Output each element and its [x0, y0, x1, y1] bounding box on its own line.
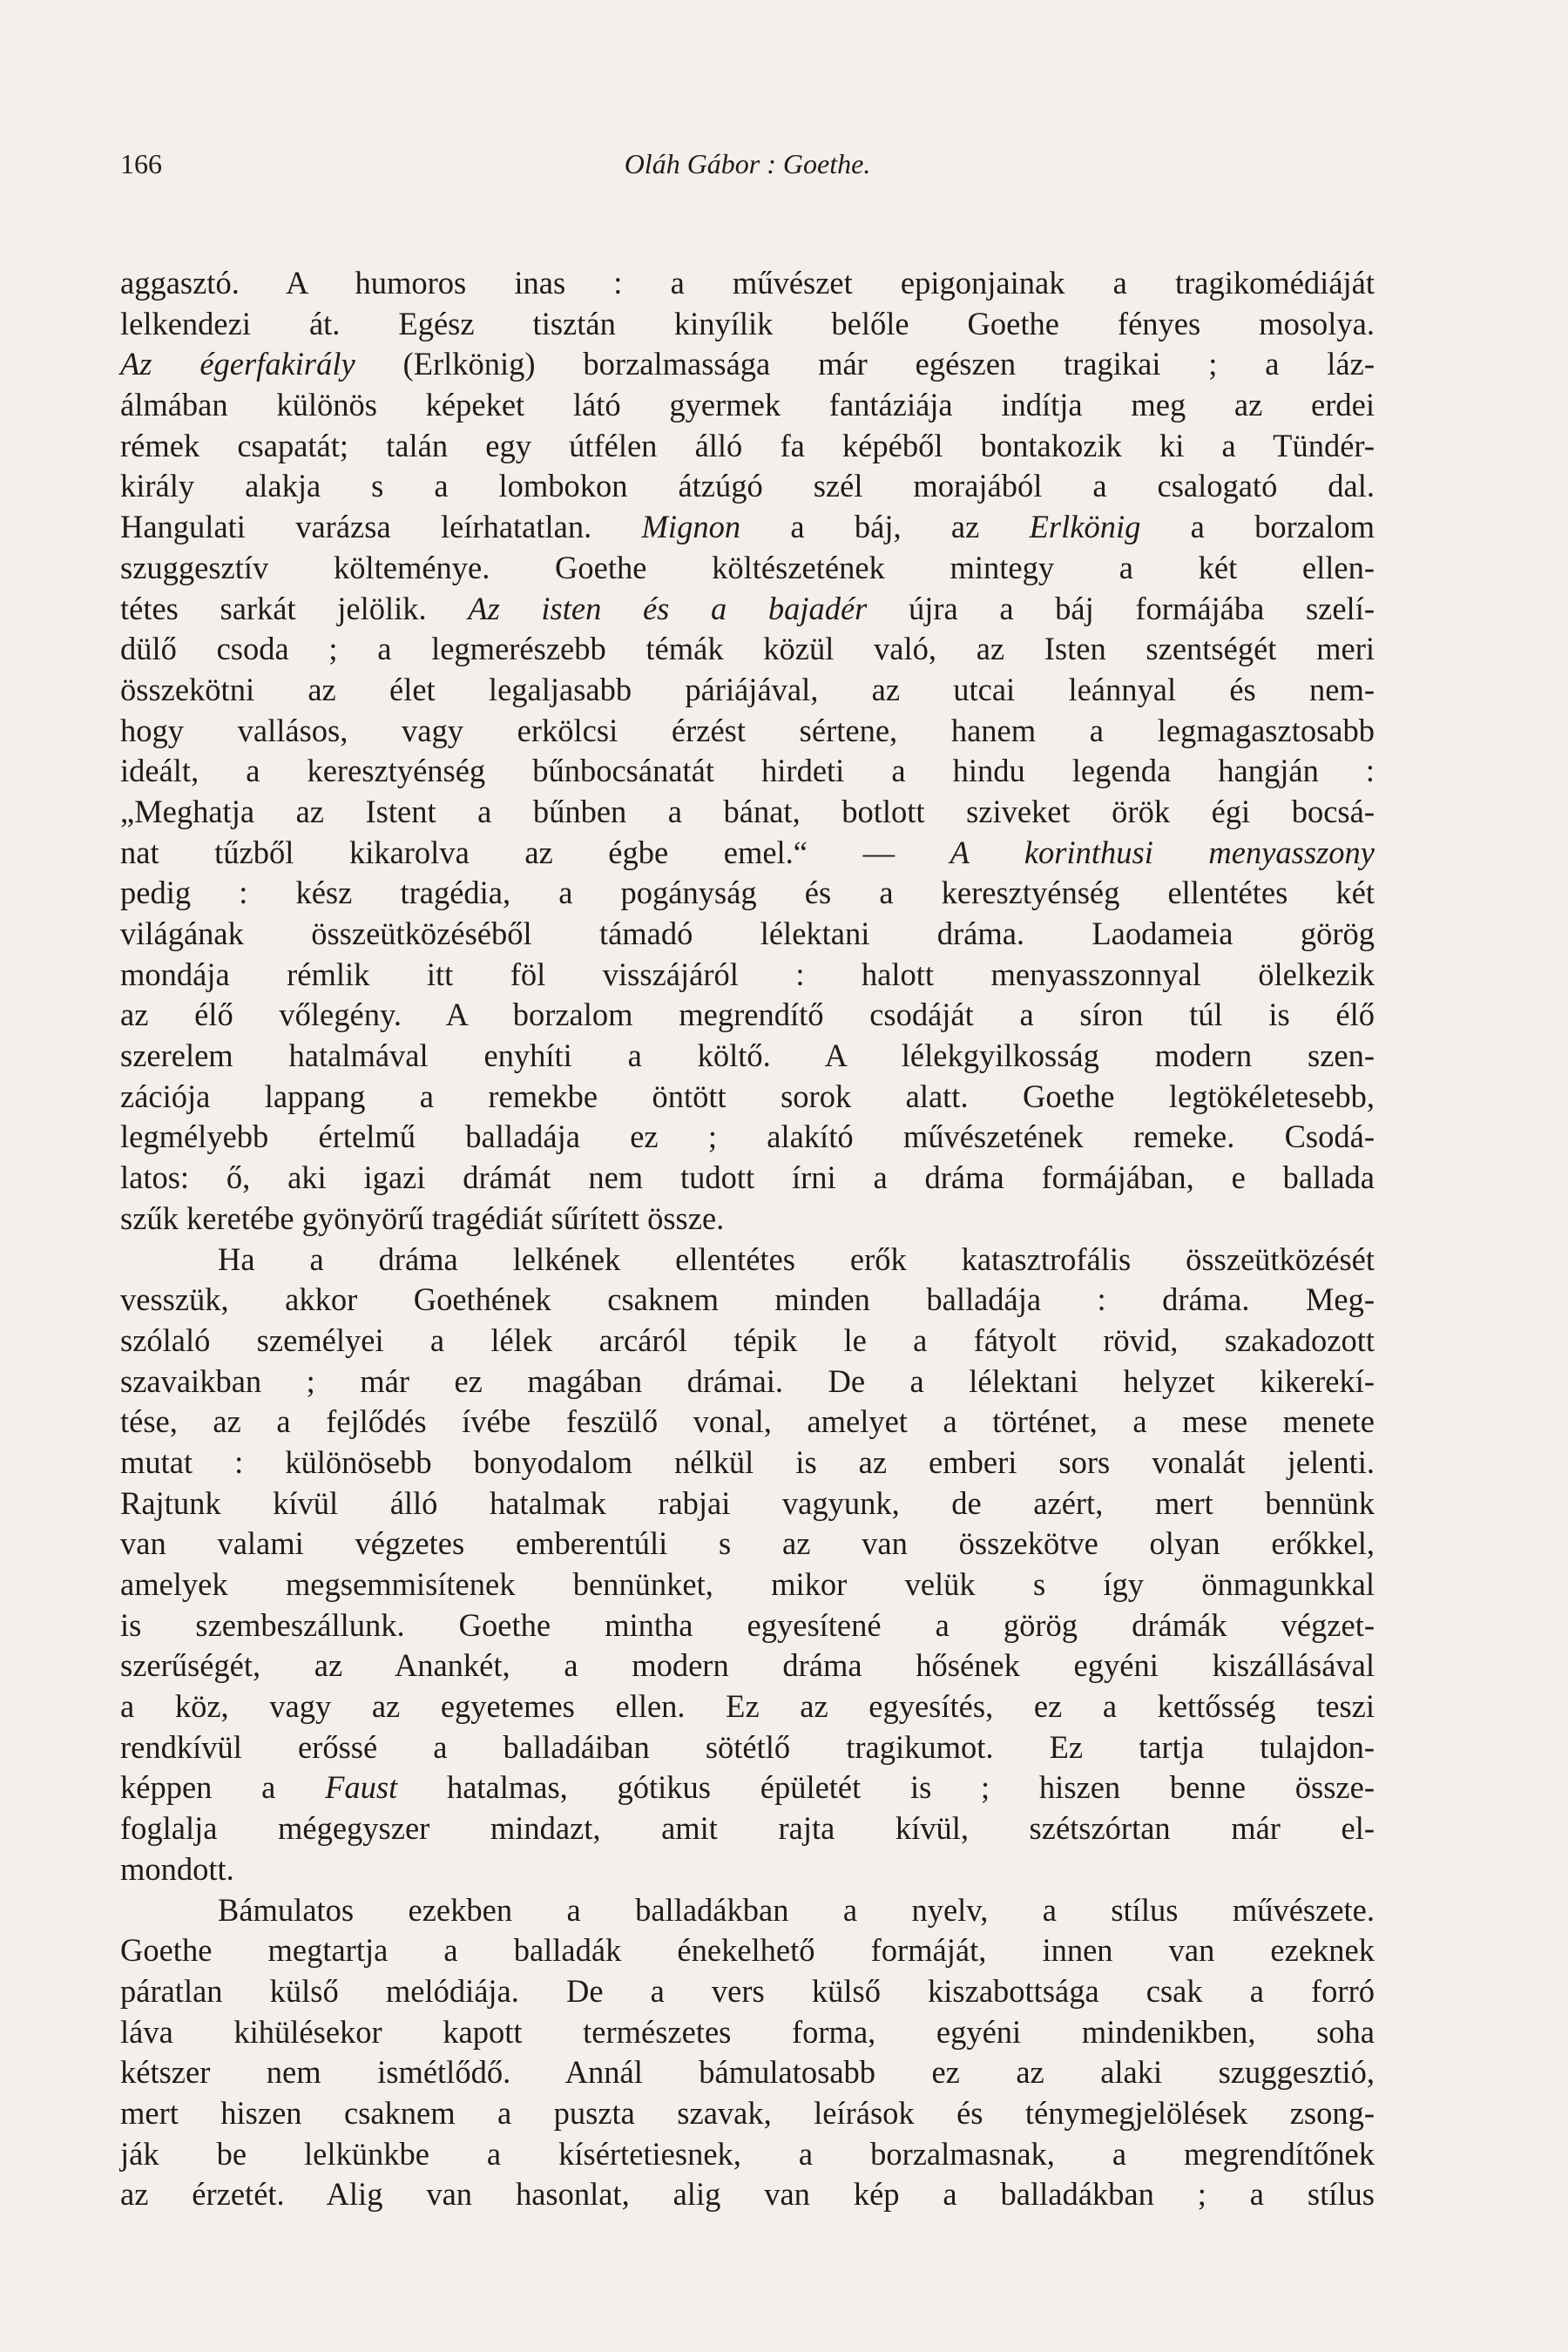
text-segment: újra a báj formájába szelí-: [867, 590, 1375, 626]
text-segment: álmában különös képeket látó gyermek fantáziája indítja meg az erdei: [120, 387, 1375, 423]
text-segment: a borzalom: [1140, 509, 1375, 545]
text-segment: pedig : kész tragédia, a pogányság és a keresztyénség ellentétes két: [120, 875, 1375, 911]
text-segment: láva kihülésekor kapott természetes forma, egyéni mindenikben, soha: [120, 2013, 1375, 2050]
text-line: [120, 1971, 1375, 2012]
text-segment: van valami végzetes emberentúli s az van összekötve olyan erőkkel,: [120, 1525, 1375, 1562]
text-segment: mert hiszen csaknem a puszta szavak, leírások és ténymegjelölések zsong-: [120, 2094, 1375, 2131]
text-line: [120, 1849, 1375, 1890]
text-segment: kétszer nem ismétlődő. Annál bámulatosabb ez az alaki szuggesztió,: [120, 2054, 1375, 2091]
text-segment: képpen a: [120, 1769, 326, 1806]
text-segment: nat tűzből kikarolva az égbe emel.“ —: [120, 834, 950, 870]
text-line: [120, 2052, 1375, 2093]
text-line: [120, 2134, 1375, 2175]
text-segment: (Erlkönig) borzalmassága már egészen tragikai ; a láz-: [355, 346, 1375, 382]
running-head: Oláh Gábor : Goethe.: [624, 148, 871, 179]
text-line: [120, 1605, 1375, 1646]
text-segment: világának összeütközéséből támadó lélektani dráma. Laodameia görög: [120, 916, 1375, 951]
page-number: 166: [120, 148, 162, 179]
text-line: [120, 1565, 1375, 1605]
text-line: [120, 2093, 1375, 2134]
text-line: [120, 1727, 1375, 1768]
text-segment: legmélyebb értelmű balladája ez ; alakító művészetének remeke. Csodá-: [120, 1119, 1375, 1155]
text-segment: vesszük, akkor Goethének csaknem minden balladája : dráma. Meg-: [120, 1281, 1375, 1318]
text-line: [120, 1280, 1375, 1321]
text-line: [120, 2012, 1375, 2053]
text-segment: az érzetét. Alig van hasonlat, alig van kép a balladákban ; a stílus: [120, 2176, 1375, 2213]
text-line: [120, 751, 1375, 792]
body-text: [120, 263, 1375, 2215]
text-segment: ideált, a keresztyénség bűnbocsánatát hirdeti a hindu legenda hangján :: [120, 753, 1375, 789]
text-line: [120, 1362, 1375, 1402]
text-segment: Bámulatos ezekben a balladákban a nyelv, a stílus művészete.: [218, 1891, 1375, 1928]
text-segment: „Meghatja az Istent a bűnben a bánat, botlott sziveket örök égi bocsá-: [120, 793, 1375, 829]
text-segment: mondott.: [120, 1850, 234, 1887]
text-segment: páratlan külső melódiája. De a vers külső kiszabottsága csak a forró: [120, 1972, 1375, 2009]
text-segment: rendkívül erőssé a balladáiban sötétlő tragikumot. Ez tartja tulajdon-: [120, 1728, 1375, 1765]
text-line: [120, 304, 1375, 345]
text-segment: szuggesztív költeménye. Goethe költészetének mintegy a két ellen-: [120, 549, 1375, 585]
text-line: [120, 1646, 1375, 1686]
text-line: [120, 1767, 1375, 1808]
italic-title: A korinthusi menyasszony: [950, 834, 1375, 870]
text-segment: mondája rémlik itt föl visszájáról : halott menyasszonnyal ölelkezik: [120, 956, 1375, 992]
text-segment: lelkendezi át. Egész tisztán kinyílik belőle Goethe fényes mosolya.: [120, 305, 1375, 341]
text-line: [120, 1930, 1375, 1971]
text-segment: zációja lappang a remekbe öntött sorok alatt. Goethe legtökéletesebb,: [120, 1078, 1375, 1114]
text-segment: hogy vallásos, vagy erkölcsi érzést sértene, hanem a legmagasztosabb: [120, 712, 1375, 748]
text-segment: szólaló személyei a lélek arcáról tépik le a fátyolt rövid, szakadozott: [120, 1321, 1375, 1358]
text-segment: amelyek megsemmisítenek bennünket, mikor velük s így önmagunkkal: [120, 1566, 1375, 1602]
text-line: [120, 1402, 1375, 1443]
text-line: [120, 263, 1375, 304]
text-line: [120, 914, 1375, 955]
text-line: [120, 1890, 1375, 1931]
text-segment: ják be lelkünkbe a kísértetiesnek, a borzalmasnak, a megrendítőnek: [120, 2135, 1375, 2172]
text-line: [120, 1240, 1375, 1281]
text-line: [120, 1077, 1375, 1118]
text-segment: hatalmas, gótikus épületét is ; hiszen benne össze-: [397, 1769, 1375, 1806]
page-header: [120, 146, 1375, 190]
text-line: [120, 1443, 1375, 1484]
text-segment: is szembeszállunk. Goethe mintha egyesítené a görög drámák végzet-: [120, 1606, 1375, 1643]
text-segment: király alakja s a lombokon átzúgó szél morajából a csalogató dal.: [120, 468, 1375, 504]
text-segment: szavaikban ; már ez magában drámai. De a lélektani helyzet kikerekí-: [120, 1362, 1375, 1399]
text-segment: a báj, az: [740, 509, 1030, 545]
text-segment: latos: ő, aki igazi drámát nem tudott írni a dráma formájában, e ballada: [120, 1159, 1375, 1196]
text-line: [120, 2174, 1375, 2215]
text-line: [120, 670, 1375, 711]
text-segment: dülő csoda ; a legmerészebb témák közül való, az Isten szentségét meri: [120, 631, 1375, 667]
text-line: [120, 792, 1375, 833]
text-line: [120, 1321, 1375, 1362]
text-line: [120, 1686, 1375, 1727]
text-line: [120, 873, 1375, 914]
text-line: [120, 629, 1375, 670]
italic-title: Az égerfakirály: [120, 346, 355, 382]
text-segment: rémek csapatát; talán egy útfélen álló fa képéből bontakozik ki a Tündér-: [120, 427, 1375, 463]
text-line: [120, 548, 1375, 589]
text-line: [120, 1158, 1375, 1199]
text-segment: aggasztó. A humoros inas : a művészet epigonjainak a tragikomédiáját: [120, 265, 1375, 301]
text-segment: Ha a dráma lelkének ellentétes erők katasztrofális összeütközését: [218, 1240, 1375, 1277]
text-segment: tétes sarkát jelölik.: [120, 590, 469, 626]
text-segment: mutat : különösebb bonyodalom nélkül is az emberi sors vonalát jelenti.: [120, 1443, 1375, 1480]
text-line: [120, 507, 1375, 548]
text-line: [120, 1524, 1375, 1565]
text-line: [120, 833, 1375, 874]
text-segment: Rajtunk kívül álló hatalmak rabjai vagyunk, de azért, mert bennünk: [120, 1484, 1375, 1521]
italic-title: Erlkönig: [1029, 509, 1141, 545]
text-segment: Goethe megtartja a balladák énekelhető formáját, innen van ezeknek: [120, 1932, 1375, 1969]
italic-title: Faust: [325, 1769, 398, 1806]
text-segment: foglalja mégegyszer mindazt, amit rajta kívül, szétszórtan már el-: [120, 1810, 1375, 1847]
text-line: [120, 466, 1375, 507]
text-line: [120, 711, 1375, 752]
text-segment: az élő vőlegény. A borzalom megrendítő csodáját a síron túl is élő: [120, 997, 1375, 1033]
text-line: [120, 995, 1375, 1036]
text-segment: szerűségét, az Anankét, a modern dráma hősének egyéni kiszállásával: [120, 1647, 1375, 1684]
text-line: [120, 1808, 1375, 1849]
text-segment: összekötni az élet legaljasabb páriájával, az utcai leánnyal és nem-: [120, 671, 1375, 707]
text-segment: szerelem hatalmával enyhíti a költő. A lélekgyilkosság modern szen-: [120, 1037, 1375, 1074]
text-segment: Hangulati varázsa leírhatatlan.: [120, 509, 642, 545]
text-line: [120, 1117, 1375, 1158]
text-line: [120, 426, 1375, 467]
text-line: [120, 1036, 1375, 1077]
italic-title: Az isten és a bajadér: [468, 590, 868, 626]
text-segment: tése, az a fejlődés ívébe feszülő vonal, amelyet a történet, a mese menete: [120, 1403, 1375, 1440]
text-line: [120, 589, 1375, 630]
text-segment: szűk keretébe gyönyörű tragédiát sűrített össze.: [120, 1200, 725, 1236]
text-line: [120, 1199, 1375, 1240]
text-segment: a köz, vagy az egyetemes ellen. Ez az egyesítés, ez a kettősség teszi: [120, 1688, 1375, 1725]
text-line: [120, 1484, 1375, 1524]
text-line: [120, 955, 1375, 996]
text-line: [120, 385, 1375, 426]
text-line: [120, 344, 1375, 385]
italic-title: Mignon: [641, 509, 741, 545]
